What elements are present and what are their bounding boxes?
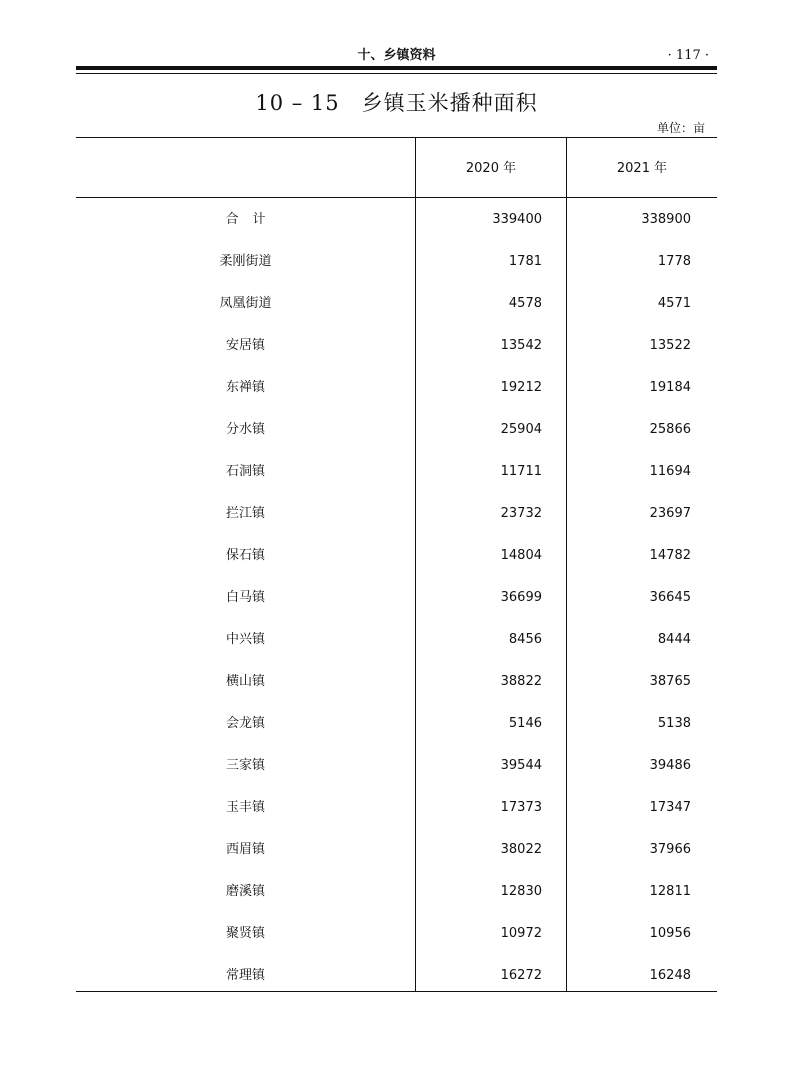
area-2021: 13522: [649, 338, 691, 353]
table-row: [76, 745, 717, 787]
table-row: [76, 703, 717, 745]
area-2020: 5146: [508, 716, 542, 731]
township-name: 拦江镇: [225, 506, 265, 521]
area-2020: 19212: [500, 380, 542, 395]
area-2021: 23697: [649, 506, 691, 521]
table-row: [76, 283, 717, 325]
table-top-rule: [76, 137, 717, 138]
township-name: 常理镇: [225, 968, 265, 983]
table-row: [76, 325, 717, 367]
table-row: [76, 913, 717, 955]
table-row: [76, 787, 717, 829]
area-2020: 38022: [500, 842, 542, 857]
area-2020: 39544: [500, 758, 542, 773]
township-name: 三家镇: [225, 758, 265, 773]
table-body: [76, 199, 717, 997]
township-name: 凤凰街道: [219, 296, 272, 311]
township-name: 柔刚街道: [219, 254, 272, 269]
area-2021: 38765: [649, 674, 691, 689]
table-row: [76, 661, 717, 703]
area-2021: 37966: [649, 842, 691, 857]
township-name: 合计: [225, 212, 280, 227]
township-name: 分水镇: [225, 422, 265, 437]
township-name: 中兴镇: [225, 632, 265, 647]
table-header-rule: [76, 197, 717, 198]
area-2020: 4578: [508, 296, 542, 311]
area-2020: 339400: [492, 212, 542, 227]
township-name: 安居镇: [225, 338, 265, 353]
table-row: [76, 871, 717, 913]
table-number: 10 – 15: [255, 91, 340, 115]
running-header: [76, 48, 717, 64]
township-name: 横山镇: [225, 674, 265, 689]
column-header-2021: 2021 年: [616, 161, 668, 176]
area-2021: 14782: [649, 548, 691, 563]
area-2020: 14804: [500, 548, 542, 563]
area-2021: 8444: [657, 632, 691, 647]
table-row: [76, 199, 717, 241]
area-2021: 36645: [649, 590, 691, 605]
area-2021: 19184: [649, 380, 691, 395]
township-name: 保石镇: [225, 548, 265, 563]
area-2020: 12830: [500, 884, 542, 899]
column-header-2020: 2020 年: [465, 161, 517, 176]
area-2021: 11694: [649, 464, 691, 479]
township-name: 会龙镇: [225, 716, 265, 731]
page-number: · 117 ·: [667, 48, 709, 63]
township-name: 石洞镇: [225, 464, 265, 479]
table-row: [76, 241, 717, 283]
header-rule-thin: [76, 73, 717, 74]
area-2021: 16248: [649, 968, 691, 983]
section-title: 十、乡镇资料: [357, 48, 436, 63]
area-2021: 17347: [649, 800, 691, 815]
table-title-text: 乡镇玉米播种面积: [361, 91, 538, 115]
table-row: [76, 493, 717, 535]
table-title: [0, 88, 793, 118]
area-2020: 25904: [500, 422, 542, 437]
area-2021: 1778: [657, 254, 691, 269]
township-name: 白马镇: [225, 590, 265, 605]
township-name: 磨溪镇: [225, 884, 265, 899]
table-row: [76, 829, 717, 871]
area-2021: 39486: [649, 758, 691, 773]
area-2020: 16272: [500, 968, 542, 983]
table-row: [76, 955, 717, 997]
table-row: [76, 451, 717, 493]
township-name: 聚贤镇: [225, 926, 265, 941]
area-2021: 338900: [641, 212, 691, 227]
township-name: 西眉镇: [225, 842, 265, 857]
area-2020: 13542: [500, 338, 542, 353]
area-2021: 5138: [657, 716, 691, 731]
area-2020: 23732: [500, 506, 542, 521]
area-2020: 38822: [500, 674, 542, 689]
area-2020: 1781: [508, 254, 542, 269]
area-2020: 36699: [500, 590, 542, 605]
area-2020: 8456: [508, 632, 542, 647]
area-2020: 17373: [500, 800, 542, 815]
township-name: 东禅镇: [225, 380, 265, 395]
header-rule-thick: [76, 66, 717, 70]
area-2021: 10956: [649, 926, 691, 941]
area-2021: 4571: [657, 296, 691, 311]
area-2021: 12811: [649, 884, 691, 899]
area-2020: 10972: [500, 926, 542, 941]
table-row: [76, 535, 717, 577]
area-2021: 25866: [649, 422, 691, 437]
table-row: [76, 619, 717, 661]
table-row: [76, 409, 717, 451]
table-row: [76, 367, 717, 409]
area-2020: 11711: [500, 464, 542, 479]
table-row: [76, 577, 717, 619]
unit-label: 单位：亩: [656, 121, 705, 135]
township-name: 玉丰镇: [225, 800, 265, 815]
